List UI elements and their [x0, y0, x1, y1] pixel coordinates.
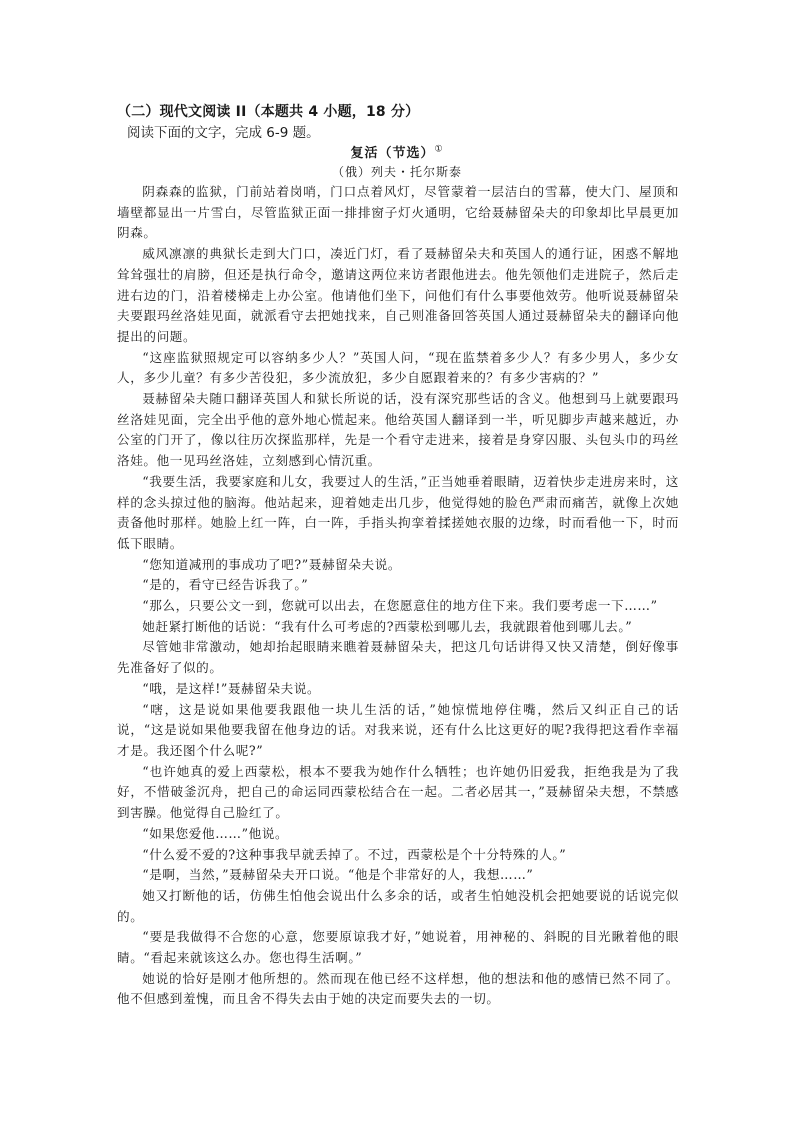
paragraph: 她赶紧打断他的话说：“我有什么可考虑的?西蒙松到哪儿去，我就跟着他到哪儿去。”: [142, 618, 633, 634]
paragraph: 威风凛凛的典狱长走到大门口，凑近门灯，看了聂赫留朵夫和英国人的通行证，困惑不解地耸耸强壮的肩膀，但还是执行命令，邀请这两位来访者跟他进去。他先领他们走进院子，然后走进右边的门，沿着楼梯走上办公室。他请他们坐下，问他们有什么事要他效劳。他听说聂赫留朵夫要跟玛丝洛娃见面，就派看守去把她找来，自己则准备回答英国人通过聂赫留朵夫的翻译向他提出的问题。: [117, 246, 679, 344]
paragraph: “我要生活，我要家庭和儿女，我要过人的生活，”正当她垂着眼睛，迈着快步走进房来时，这样的念头掠过他的脑海。他站起来，迎着她走出几步，他觉得她的脸色严肃而痛苦，就像上次她责备他时那样。她脸上红一阵，白一阵，手指头拘挛着揉搓她衣服的边缘，时而看他一下，时而低下眼睛。: [117, 473, 679, 551]
passage-title-text: 复活（节选）: [350, 146, 435, 161]
paragraph: “要是我做得不合您的心意，您要原谅我才好，”她说着，用神秘的、斜睨的目光瞅着他的眼睛。“看起来就该这么办。您也得生活啊。”: [117, 929, 679, 966]
paragraph: 她说的恰好是刚才他所想的。然而现在他已经不这样想，他的想法和他的感情已然不同了。他不但感到羞愧，而且舍不得失去由于她的决定而要失去的一切。: [117, 970, 679, 1007]
paragraph: 聂赫留朵夫随口翻译英国人和狱长所说的话，没有深究那些话的含义。他想到马上就要跟玛丝洛娃见面，完全出乎他的意外地心慌起来。他给英国人翻译到一半，听见脚步声越来越近，办公室的门开了，像以往历次探监那样，先是一个看守走进来，接着是身穿囚服、头包头巾的玛丝洛娃。他一见玛丝洛娃，立刻感到心情沉重。: [117, 391, 679, 469]
paragraph: “您知道减刑的事成功了吧?”聂赫留朵夫说。: [142, 556, 402, 572]
paragraph: “嗐，这是说如果他要我跟他一块儿生活的话，”她惊慌地停住嘴，然后又纠正自己的话说，“这是说如果他要我留在他身边的话。对我来说，还有什么比这更好的呢?我得把这看作幸福才是。我还图个什么呢?”: [117, 701, 679, 758]
passage-title: [0, 142, 794, 161]
reading-instruction: 阅读下面的文字，完成 6-9 题。: [127, 125, 320, 141]
paragraph: 她又打断他的话，仿佛生怕他会说出什么多余的话，或者生怕她没机会把她要说的话说完似的。: [117, 887, 679, 924]
footnote-mark: ①: [434, 144, 444, 155]
paragraph: “这座监狱照规定可以容纳多少人？”英国人问，“现在监禁着多少人？有多少男人，多少女人，多少儿童？有多少苦役犯，多少流放犯，多少自愿跟着来的？有多少害病的？”: [117, 349, 679, 386]
paragraph: “也许她真的爱上西蒙松，根本不要我为她作什么牺牲；也许她仍旧爱我，拒绝我是为了我好，不惜破釜沉舟，把自己的命运同西蒙松结合在一起。二者必居其一，”聂赫留朵夫想，不禁感到害臊。他觉得自己脸红了。: [117, 763, 679, 821]
paragraph: “如果您爱他……”他说。: [142, 825, 289, 841]
passage-body: [117, 182, 679, 1010]
paragraph: 尽管她非常激动，她却抬起眼睛来瞧着聂赫留朵夫，把这几句话讲得又快又清楚，倒好像事先准备好了似的。: [117, 639, 679, 676]
paragraph: “是的，看守已经告诉我了。”: [142, 577, 309, 593]
paragraph: “是啊，当然，”聂赫留朵夫开口说。“他是个非常好的人，我想……”: [142, 867, 534, 883]
paragraph: 阴森森的监狱，门前站着岗哨，门口点着风灯，尽管蒙着一层洁白的雪幕，使大门、屋顶和墙壁都显出一片雪白，尽管监狱正面一排排窗子灯火通明，它给聂赫留朵夫的印象却比早晨更加阴森。: [117, 184, 679, 241]
paragraph: “那么，只要公文一到，您就可以出去，在您愿意住的地方住下来。我们要考虑一下……”: [142, 598, 658, 614]
paragraph: “哦，是这样!”聂赫留朵夫说。: [142, 680, 321, 696]
section-heading: （二）现代文阅读 II（本题共 4 小题，18 分）: [117, 104, 420, 120]
passage-author: （俄）列夫・托尔斯泰: [331, 165, 462, 179]
paragraph: “什么爱不爱的?这种事我早就丢掉了。不过，西蒙松是个十分特殊的人。”: [142, 846, 567, 862]
